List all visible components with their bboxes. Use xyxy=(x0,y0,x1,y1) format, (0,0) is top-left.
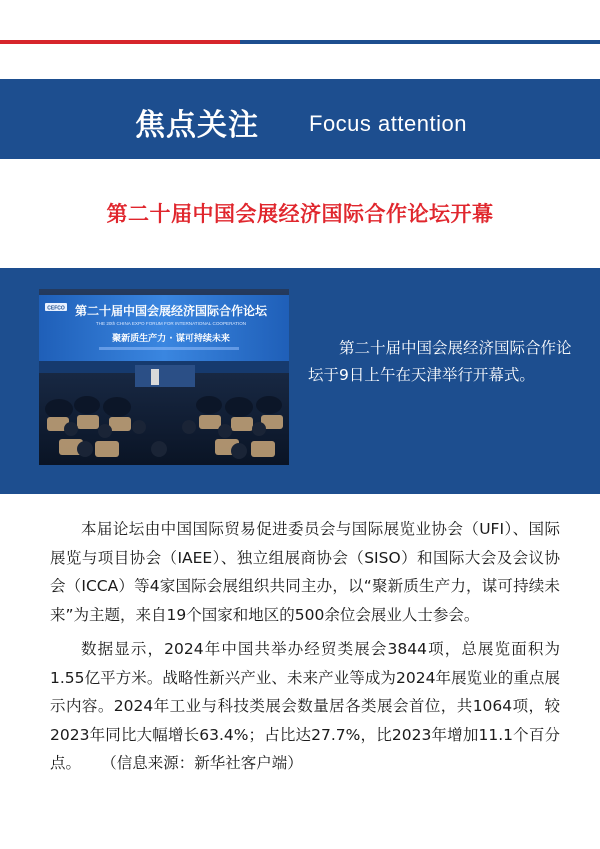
top-accent-bar xyxy=(0,40,600,44)
svg-text:CEFCO: CEFCO xyxy=(47,305,65,312)
accent-red xyxy=(0,40,240,44)
photo-caption: 第二十届中国会展经济国际合作论坛于9日上午在天津举行开幕式。 xyxy=(308,339,572,384)
paragraph-2 xyxy=(50,635,560,778)
article-body xyxy=(50,515,560,778)
accent-blue xyxy=(240,40,600,44)
section-banner xyxy=(0,79,600,159)
screen-subtitle: THE 20th CHINA EXPO FORUM FOR INTERNATIONAL COOPERATION xyxy=(95,321,247,326)
section-title-en: Focus attention xyxy=(309,111,467,136)
article-headline: 第二十届中国会展经济国际合作论坛开幕 xyxy=(106,202,494,226)
feature-box xyxy=(0,268,600,494)
source-note: （信息来源：新华社客户端） xyxy=(109,754,303,772)
forum-photo-illustration xyxy=(39,289,289,465)
paragraph-2-text: 数据显示，2024年中国共举办经贸类展会3844项，总展览面积为1.55亿平方米。战略性新兴产业、未来产业等成为2024年展览业的重点展示内容。2024年工业与科技类展会数量居各类展会首位，共1064项，较2023年同比大幅增长63.4%；占比达27.7%，比2023年增加11.1个百分点。 xyxy=(50,640,560,772)
screen-theme: 聚新质生产力 · 谋可持续未来 xyxy=(112,334,230,344)
section-title-cn: 焦点关注 xyxy=(135,108,259,143)
screen-title: 第二十届中国会展经济国际合作论坛 xyxy=(74,304,268,318)
forum-photo xyxy=(39,289,289,465)
paragraph-1: 本届论坛由中国国际贸易促进委员会与国际展览业协会（UFI）、国际展览与项目协会（IAEE）、独立组展商协会（SISO）和国际大会及会议协会（ICCA）等4家国际会展组织共同主办，以“聚新质生产力，谋可持续未来”为主题，来自19个国家和地区的500余位会展业人士参会。 xyxy=(50,520,560,624)
